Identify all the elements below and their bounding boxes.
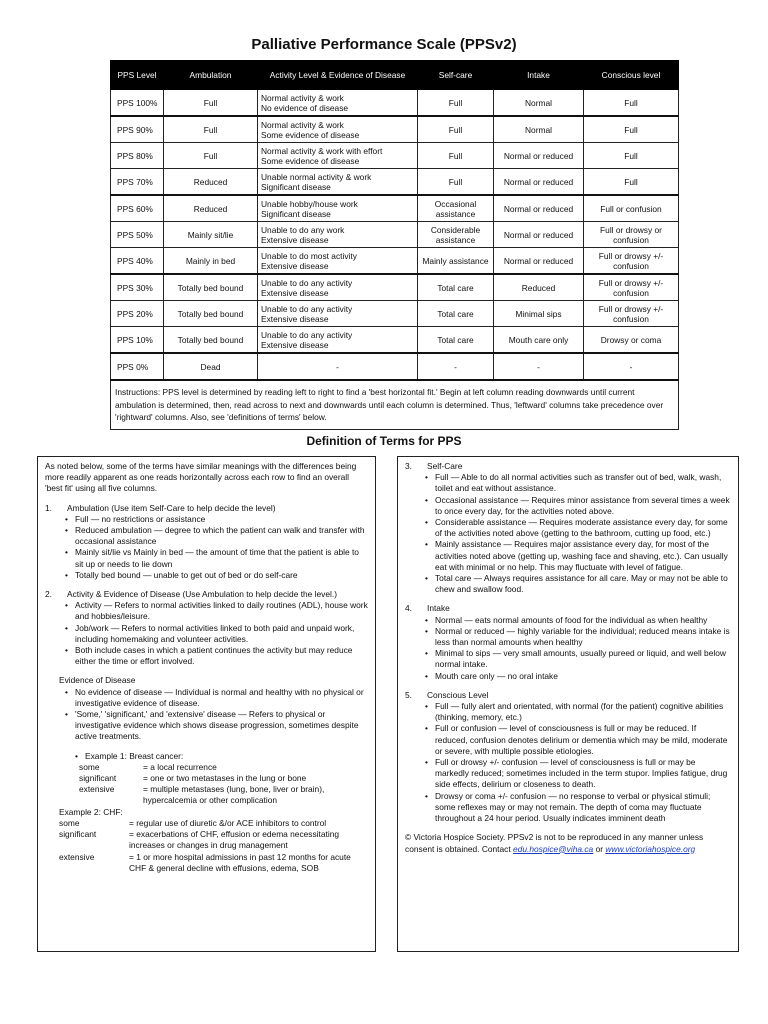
selfcare-list <box>405 472 731 595</box>
section-conscious <box>405 690 731 824</box>
cell-intake: Reduced <box>494 274 584 301</box>
evidence-of-disease: Some evidence of disease <box>261 129 360 140</box>
cell-intake: Normal or reduced <box>494 248 584 275</box>
section-selfcare <box>405 461 731 595</box>
evidence-of-disease: Extensive disease <box>261 313 329 324</box>
contact-email-link[interactable]: edu.hospice@viha.ca <box>513 843 594 854</box>
section-heading: Self-Care <box>427 461 463 471</box>
col-header-level: PPS Level <box>111 61 164 90</box>
table-row <box>111 274 679 301</box>
page-title: Palliative Performance Scale (PPSv2) <box>251 36 517 53</box>
list-item: • Minimal to sips — very small amounts, usually pureed or liquid, and well below normal intake. <box>435 648 731 670</box>
list-item: • Mainly sit/lie vs Mainly in bed — the amount of time that the patient is able to sit up or needs to lie down <box>75 547 368 569</box>
section-heading: Conscious Level <box>427 689 489 700</box>
section-number: 5. <box>405 689 412 700</box>
definitions-right-column <box>397 456 739 952</box>
cell-ambulation: Dead <box>164 353 258 380</box>
list-item: • Both include cases in which a patient continues the activity but may reduce either the time or effort involved. <box>75 645 368 667</box>
cell-selfcare: Full <box>418 169 494 196</box>
or-text: or <box>595 843 604 854</box>
cell-selfcare: Full <box>418 143 494 169</box>
cell-level: PPS 0% <box>111 353 164 380</box>
example-definition: = multiple metastases (lung, bone, liver or brain), hypercalcemia or other complication <box>143 784 325 806</box>
cell-intake: Normal or reduced <box>494 143 584 169</box>
cell-selfcare: Full <box>418 116 494 143</box>
cell-level: PPS 50% <box>111 222 164 248</box>
cell-conscious: Full or drowsy +/- confusion <box>584 248 679 275</box>
cell-intake: Normal or reduced <box>494 169 584 196</box>
cell-activity <box>258 274 418 301</box>
section-number: 3. <box>405 461 412 471</box>
list-item: • Reduced ambulation — degree to which the patient can walk and transfer with occasional assistance <box>75 525 368 547</box>
cell-selfcare: Full <box>418 90 494 117</box>
table-row <box>111 90 679 117</box>
definitions-intro: As noted below, some of the terms have similar meanings with the differences being more readily apparent as one reads horizontally across each row to find an overall 'best fit' using all five columns. <box>45 461 357 494</box>
cell-conscious: Full <box>584 169 679 196</box>
col-header-selfcare: Self-care <box>418 61 494 90</box>
cell-level: PPS 80% <box>111 143 164 169</box>
ambulation-list <box>45 514 368 581</box>
evidence-list <box>45 687 368 743</box>
example-term: significant <box>79 773 117 784</box>
copyright-footer <box>405 832 731 854</box>
example-term: significant <box>59 829 97 840</box>
cell-level: PPS 10% <box>111 327 164 354</box>
cell-ambulation: Reduced <box>164 169 258 196</box>
example2-grid <box>59 818 368 874</box>
list-item: • Mainly assistance — Requires major assistance every day, for most of the activities noted above (getting up, washing face and shaving, etc.). Can usually eat with minimal or no help. This may fluctuate with level of fatigue. <box>435 539 731 573</box>
table-row <box>111 195 679 222</box>
section-heading: Ambulation (Use item Self-Care to help decide the level) <box>67 502 276 513</box>
cell-activity <box>258 143 418 169</box>
cell-level: PPS 30% <box>111 274 164 301</box>
evidence-of-disease: Extensive disease <box>261 287 329 298</box>
cell-intake: Normal <box>494 116 584 143</box>
pps-table <box>110 60 679 430</box>
list-item: • Normal or reduced — highly variable for the individual; reduced means intake is less than normal amounts when healthy <box>435 626 731 648</box>
example-definition: = 1 or more hospital admissions in past 12 months for acute CHF & general decline with effusions, edema, SOB <box>129 851 351 873</box>
list-item: • Full or confusion — level of consciousness is full or may be reduced. If reduced, confusion denotes delirium or dementia which may be mild, moderate or severe, with multiple possible etiologies. <box>435 723 731 757</box>
cell-conscious: - <box>584 353 679 380</box>
cell-selfcare: Total care <box>418 274 494 301</box>
evidence-of-disease: Extensive disease <box>261 339 329 350</box>
activity-level: Normal activity & work with effort <box>261 145 383 156</box>
activity-level: Unable to do any work <box>261 224 345 235</box>
activity-level: Unable to do any activity <box>261 277 353 288</box>
cell-intake: Normal or reduced <box>494 195 584 222</box>
cell-activity <box>258 353 418 380</box>
cell-conscious: Full <box>584 143 679 169</box>
cell-level: PPS 100% <box>111 90 164 117</box>
website-link[interactable]: www.victoriahospice.org <box>605 843 696 854</box>
cell-level: PPS 90% <box>111 116 164 143</box>
cell-selfcare: Considerable assistance <box>418 222 494 248</box>
cell-ambulation: Full <box>164 143 258 169</box>
cell-ambulation: Full <box>164 90 258 117</box>
cell-selfcare: Total care <box>418 327 494 354</box>
list-item: • Total care — Always requires assistance for all care. May or may not be able to chew and swallow food. <box>435 573 731 595</box>
cell-activity <box>258 327 418 354</box>
cell-selfcare: Total care <box>418 301 494 327</box>
cell-conscious: Full <box>584 90 679 117</box>
section-intake <box>405 603 731 681</box>
cell-activity <box>258 169 418 196</box>
intake-list <box>405 615 731 682</box>
cell-activity <box>258 248 418 275</box>
section-ambulation <box>45 503 368 581</box>
evidence-of-disease: No evidence of disease <box>261 102 349 113</box>
cell-intake: Normal or reduced <box>494 222 584 248</box>
evidence-of-disease: Extensive disease <box>261 260 329 271</box>
table-row <box>111 248 679 275</box>
cell-ambulation: Totally bed bound <box>164 327 258 354</box>
cell-selfcare: - <box>418 353 494 380</box>
cell-ambulation: Totally bed bound <box>164 274 258 301</box>
definitions-title: Definition of Terms for PPS <box>306 434 462 448</box>
evidence-of-disease: Extensive disease <box>261 234 329 245</box>
cell-ambulation: Reduced <box>164 195 258 222</box>
cell-selfcare: Mainly assistance <box>418 248 494 275</box>
activity-level: Normal activity & work <box>261 119 344 130</box>
list-item: • Occasional assistance — Requires minor assistance from several times a week to once every day, for the activities noted above. <box>435 495 731 517</box>
copyright-text: © Victoria Hospice Society. PPSv2 is not to be reproduced in any manner unless consent is obtained. Contact <box>405 832 704 854</box>
cell-activity <box>258 90 418 117</box>
cell-level: PPS 70% <box>111 169 164 196</box>
list-item: • Mouth care only — no oral intake <box>435 671 731 682</box>
example-definition: = regular use of diuretic &/or ACE inhibitors to control <box>129 817 327 828</box>
list-item: • Totally bed bound — unable to get out of bed or do self-care <box>75 570 368 581</box>
example-term: extensive <box>79 784 115 795</box>
example1-grid <box>79 762 368 807</box>
table-row <box>111 327 679 354</box>
activity-level: Unable hobby/house work <box>261 198 358 209</box>
list-item: • Normal — eats normal amounts of food for the individual as when healthy <box>435 615 731 626</box>
list-item: • Full — Able to do all normal activities such as transfer out of bed, walk, wash, toilet and eat without assistance. <box>435 472 731 494</box>
cell-intake: Minimal sips <box>494 301 584 327</box>
evidence-heading: Evidence of Disease <box>59 675 136 686</box>
cell-intake: Mouth care only <box>494 327 584 354</box>
cell-conscious: Full or confusion <box>584 195 679 222</box>
cell-activity <box>258 222 418 248</box>
list-item: • Considerable assistance — Requires moderate assistance every day, for some of the activities noted above (getting to the bathroom, cutting up food, etc.) <box>435 517 731 539</box>
cell-conscious: Full or drowsy +/- confusion <box>584 274 679 301</box>
evidence-of-disease: Significant disease <box>261 208 331 219</box>
table-row <box>111 222 679 248</box>
example-term: extensive <box>59 851 95 862</box>
table-row <box>111 116 679 143</box>
cell-conscious: Full <box>584 116 679 143</box>
example2-caption: Example 2: CHF: <box>59 806 123 817</box>
cell-ambulation: Totally bed bound <box>164 301 258 327</box>
list-item: • Job/work — Refers to normal activities linked to both paid and unpaid work, including homemaking and volunteer activities. <box>75 623 368 645</box>
cell-intake: - <box>494 353 584 380</box>
activity-level: Normal activity & work <box>261 92 344 103</box>
section-heading: Intake <box>427 603 450 614</box>
list-item: • Full — no restrictions or assistance <box>75 514 368 525</box>
activity-level: Unable to do any activity <box>261 329 353 340</box>
table-row <box>111 353 679 380</box>
definitions-left-column <box>37 456 376 952</box>
section-activity <box>45 589 368 667</box>
activity-level: Unable to do any activity <box>261 303 353 314</box>
cell-ambulation: Mainly sit/lie <box>164 222 258 248</box>
section-number: 2. <box>45 589 52 600</box>
table-row <box>111 169 679 196</box>
example-definition: = a local recurrence <box>143 761 217 772</box>
cell-activity <box>258 301 418 327</box>
cell-conscious: Full or drowsy +/- confusion <box>584 301 679 327</box>
cell-selfcare: Occasional assistance <box>418 195 494 222</box>
list-item: • No evidence of disease — Individual is normal and healthy with no physical or investigative evidence of disease. <box>75 687 368 709</box>
activity-level: Unable to do most activity <box>261 250 357 261</box>
activity-level: - <box>336 361 339 372</box>
section-number: 4. <box>405 603 412 614</box>
evidence-of-disease: Significant disease <box>261 181 331 192</box>
instructions-text: Instructions: PPS level is determined by reading left to right to find a 'best horizontal fit.' Begin at left column reading downwards until current ambulation is determined, then, read across to next and downwards until each column is determined. Thus, 'leftward' columns take precedence over 'rightward' columns. Also, see 'definitions of terms' below. <box>111 380 679 429</box>
section-heading: Activity & Evidence of Disease (Use Ambulation to help decide the level.) <box>67 589 337 600</box>
cell-level: PPS 60% <box>111 195 164 222</box>
cell-level: PPS 20% <box>111 301 164 327</box>
list-item: • Drowsy or coma +/- confusion — no response to verbal or physical stimuli; some reflexes may or may not remain. The depth of coma may fluctuate throughout a 24 hour period. Usually indicates imminent death <box>435 791 731 825</box>
col-header-conscious: Conscious level <box>584 61 679 90</box>
activity-level: Unable normal activity & work <box>261 171 372 182</box>
cell-ambulation: Mainly in bed <box>164 248 258 275</box>
cell-intake: Normal <box>494 90 584 117</box>
table-row <box>111 301 679 327</box>
example-term: some <box>59 817 80 828</box>
table-row <box>111 143 679 169</box>
col-header-ambulation: Ambulation <box>164 61 258 90</box>
list-item: • Activity — Refers to normal activities linked to daily routines (ADL), house work and hobbies/leisure. <box>75 600 368 622</box>
cell-level: PPS 40% <box>111 248 164 275</box>
col-header-intake: Intake <box>494 61 584 90</box>
example1-caption: • Example 1: Breast cancer: <box>85 751 368 762</box>
cell-activity <box>258 195 418 222</box>
cell-conscious: Full or drowsy or confusion <box>584 222 679 248</box>
col-header-activity: Activity Level & Evidence of Disease <box>258 61 418 90</box>
table-header-row <box>111 61 679 90</box>
example-definition: = exacerbations of CHF, effusion or edema necessitating increases or changes in drug management <box>129 829 340 851</box>
example-definition: = one or two metastases in the lung or bone <box>143 773 307 784</box>
instructions-row <box>111 380 679 429</box>
list-item: • Full — fully alert and orientated, with normal (for the patient) cognitive abilities (thinking, memory, etc.) <box>435 701 731 723</box>
section-number: 1. <box>45 502 52 513</box>
cell-ambulation: Full <box>164 116 258 143</box>
cell-conscious: Drowsy or coma <box>584 327 679 354</box>
list-item: • Full or drowsy +/- confusion — level of consciousness is full or may be markedly reduced; sometimes included in the term stupor. Implies fatigue, drug side effects, delirium or closeness to death. <box>435 757 731 791</box>
list-item: • 'Some,' 'significant,' and 'extensive' disease — Refers to physical or investigative evidence which shows disease progression, sometimes despite active treatments. <box>75 709 368 743</box>
conscious-list <box>405 701 731 824</box>
example-term: some <box>79 761 100 772</box>
cell-activity <box>258 116 418 143</box>
evidence-of-disease: Some evidence of disease <box>261 155 360 166</box>
activity-list <box>45 600 368 667</box>
